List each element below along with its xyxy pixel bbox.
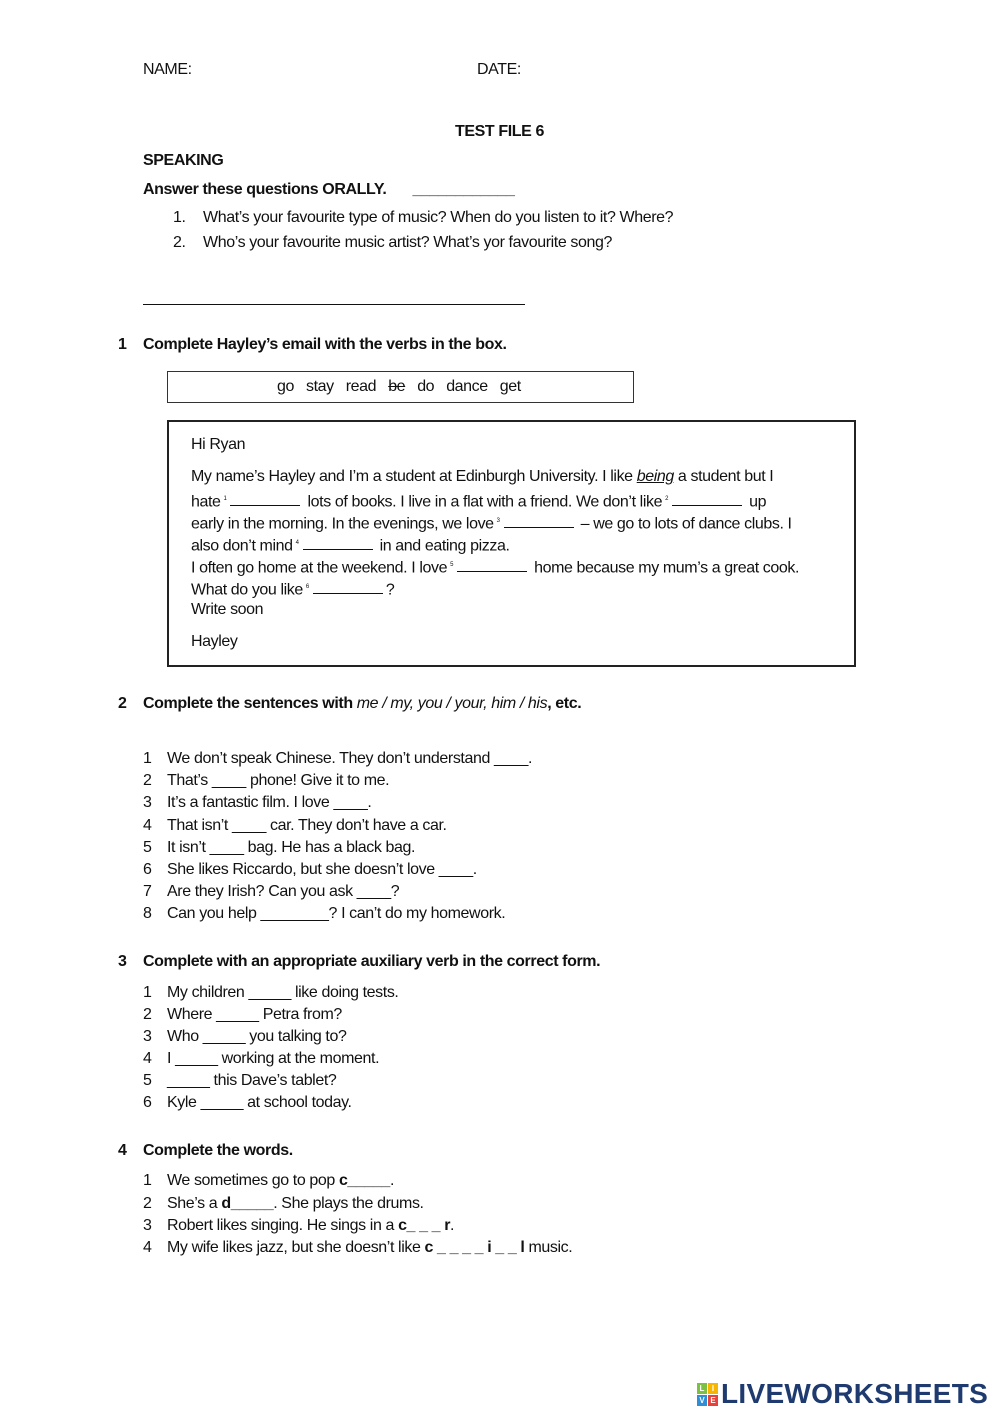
- item-text: Robert likes singing. He sings in a: [167, 1217, 399, 1234]
- email-text: in and eating pizza.: [375, 537, 510, 555]
- question-number: 1.: [173, 209, 186, 226]
- email-greeting: Hi Ryan: [191, 436, 246, 453]
- logo-cube-letter: L: [697, 1383, 707, 1394]
- item-number: 2: [143, 1006, 152, 1023]
- item-number: 2: [143, 1195, 152, 1212]
- item-number: 1: [143, 750, 152, 767]
- list-item: [167, 1194, 424, 1214]
- item-text: We don’t speak Chinese. They don’t understand ____.: [167, 750, 533, 767]
- list-item: [167, 816, 447, 836]
- question-text: Who’s your favourite music artist? What’s yor favourite song?: [203, 234, 612, 251]
- list-item: [167, 749, 532, 769]
- item-number: 4: [143, 817, 152, 834]
- item-text: We sometimes go to pop: [167, 1172, 339, 1189]
- email-text: My name’s Hayley and I’m a student at Edinburgh University. I like: [191, 468, 637, 485]
- item-text: She likes Riccardo, but she doesn’t love ____.: [167, 861, 477, 878]
- item-text: That’s ____ phone! Give it to me.: [167, 772, 390, 789]
- gap-number: 3: [496, 518, 500, 524]
- heading-text: , etc.: [547, 695, 582, 712]
- item-number: 8: [143, 905, 152, 922]
- logo-text: LIVEWORKSHEETS: [721, 1378, 989, 1409]
- section3-number: 3: [118, 953, 127, 970]
- question-number: 2.: [173, 234, 186, 251]
- section1-number: 1: [118, 336, 127, 353]
- email-line: [191, 511, 792, 534]
- verb-box: [167, 371, 634, 403]
- item-number: 7: [143, 883, 152, 900]
- item-text: My children _____ like doing tests.: [167, 984, 399, 1001]
- item-number: 6: [143, 1094, 152, 1111]
- word-hint: d_____: [221, 1195, 274, 1212]
- liveworksheets-logo: [697, 1378, 988, 1410]
- email-text: a student but I: [673, 468, 774, 485]
- email-text: I often go home at the weekend. I love: [191, 559, 448, 577]
- item-text: Where _____ Petra from?: [167, 1006, 342, 1023]
- section1-heading: Complete Hayley’s email with the verbs in the box.: [143, 336, 507, 353]
- email-signature: Hayley: [191, 633, 238, 650]
- list-item: [167, 904, 505, 924]
- item-number: 2: [143, 772, 152, 789]
- logo-cube-letter: E: [708, 1395, 718, 1406]
- instruction-blank: ____________: [412, 181, 515, 198]
- divider: [143, 304, 525, 305]
- list-item: [167, 838, 415, 858]
- gap-number: 2: [665, 496, 669, 502]
- email-line: [191, 533, 509, 556]
- email-closing: Write soon: [191, 601, 264, 618]
- item-number: 4: [143, 1050, 152, 1067]
- speaking-question: [173, 208, 674, 228]
- email-line: [191, 555, 799, 578]
- list-item: [167, 1071, 336, 1091]
- verb-stay: stay: [306, 378, 334, 395]
- heading-text: Complete the sentences with: [143, 695, 357, 712]
- list-item: [167, 983, 398, 1003]
- gap-blank-3[interactable]: [504, 513, 574, 528]
- name-label: NAME:: [143, 61, 192, 78]
- logo-cube-letter: I: [708, 1383, 718, 1394]
- list-item: [167, 1216, 454, 1236]
- word-hint: c_____: [338, 1172, 390, 1189]
- instruction-text: Answer these questions ORALLY.: [143, 181, 387, 198]
- item-text: .: [389, 1172, 394, 1189]
- email-text: also don’t mind: [191, 537, 293, 555]
- list-item: [167, 882, 399, 902]
- section2-number: 2: [118, 695, 127, 712]
- email-box: [167, 420, 856, 667]
- email-line: [191, 489, 766, 512]
- item-text: Can you help ________? I can’t do my homework.: [167, 905, 506, 922]
- example-answer: being: [636, 468, 674, 485]
- gap-number: 1: [223, 496, 227, 502]
- section3-heading: Complete with an appropriate auxiliary verb in the correct form.: [143, 953, 601, 970]
- verb-be: be: [388, 378, 406, 395]
- item-text: . She plays the drums.: [273, 1195, 424, 1212]
- gap-number: 6: [305, 584, 309, 590]
- item-number: 1: [143, 1172, 152, 1189]
- gap-blank-6[interactable]: [313, 579, 383, 594]
- email-line: [191, 577, 394, 600]
- heading-italic: me / my, you / your, him / his: [356, 695, 548, 712]
- email-text: – we go to lots of dance clubs. I: [576, 515, 792, 533]
- verb-get: get: [499, 378, 521, 395]
- email-text: ?: [385, 581, 395, 599]
- gap-blank-5[interactable]: [457, 557, 527, 572]
- item-text: That isn’t ____ car. They don’t have a car.: [167, 817, 447, 834]
- logo-cube-icon: [697, 1383, 718, 1406]
- item-text: I _____ working at the moment.: [167, 1050, 380, 1067]
- verb-do: do: [417, 378, 435, 395]
- list-item: [167, 1005, 342, 1025]
- email-text: up: [745, 493, 767, 511]
- list-item: [167, 1093, 352, 1113]
- section4-heading: Complete the words.: [143, 1142, 293, 1159]
- item-text: My wife likes jazz, but she doesn’t like: [167, 1239, 425, 1256]
- item-number: 3: [143, 794, 152, 811]
- word-hint: c_ _ _ r: [398, 1217, 451, 1234]
- item-text: It’s a fantastic film. I love ____.: [167, 794, 372, 811]
- verb-list: [277, 377, 533, 397]
- gap-blank-2[interactable]: [672, 491, 742, 506]
- item-text: Kyle _____ at school today.: [167, 1094, 352, 1111]
- logo-cube-letter: V: [697, 1395, 707, 1406]
- list-item: [167, 1238, 572, 1258]
- verb-read: read: [345, 378, 377, 395]
- speaking-question: [173, 233, 612, 253]
- email-text: hate: [191, 493, 221, 511]
- section2-heading: [143, 694, 581, 714]
- email-line: [191, 467, 773, 487]
- email-text: early in the morning. In the evenings, we love: [191, 515, 494, 533]
- item-number: 6: [143, 861, 152, 878]
- gap-blank-1[interactable]: [230, 491, 300, 506]
- item-number: 3: [143, 1028, 152, 1045]
- verb-dance: dance: [446, 378, 488, 395]
- verb-go: go: [277, 378, 294, 395]
- item-text: music.: [524, 1239, 573, 1256]
- gap-blank-4[interactable]: [303, 535, 373, 550]
- question-text: What’s your favourite type of music? When do you listen to it? Where?: [203, 209, 674, 226]
- list-item: [167, 860, 477, 880]
- item-number: 5: [143, 1072, 152, 1089]
- item-text: Who _____ you talking to?: [167, 1028, 347, 1045]
- date-label: DATE:: [477, 61, 521, 78]
- item-text: She’s a: [167, 1195, 222, 1212]
- email-text: lots of books. I live in a flat with a friend. We don’t like: [303, 493, 663, 511]
- email-text: home because my mum’s a great cook.: [530, 559, 800, 577]
- item-text: _____ this Dave’s tablet?: [167, 1072, 337, 1089]
- item-text: .: [450, 1217, 455, 1234]
- gap-number: 5: [450, 562, 454, 568]
- list-item: [167, 1049, 379, 1069]
- list-item: [167, 771, 389, 791]
- word-hint: c _ _ _ _ i _ _ l: [424, 1239, 525, 1256]
- item-text: Are they Irish? Can you ask ____?: [167, 883, 400, 900]
- speaking-heading: SPEAKING: [143, 152, 224, 169]
- item-number: 3: [143, 1217, 152, 1234]
- email-text: What do you like: [191, 581, 303, 599]
- section4-number: 4: [118, 1142, 127, 1159]
- list-item: [167, 1027, 346, 1047]
- item-number: 4: [143, 1239, 152, 1256]
- item-text: It isn’t ____ bag. He has a black bag.: [167, 839, 416, 856]
- item-number: 1: [143, 984, 152, 1001]
- item-number: 5: [143, 839, 152, 856]
- speaking-instruction: [143, 180, 514, 200]
- list-item: [167, 793, 371, 813]
- gap-number: 4: [295, 540, 299, 546]
- page-title: TEST FILE 6: [455, 123, 544, 140]
- list-item: [167, 1171, 394, 1191]
